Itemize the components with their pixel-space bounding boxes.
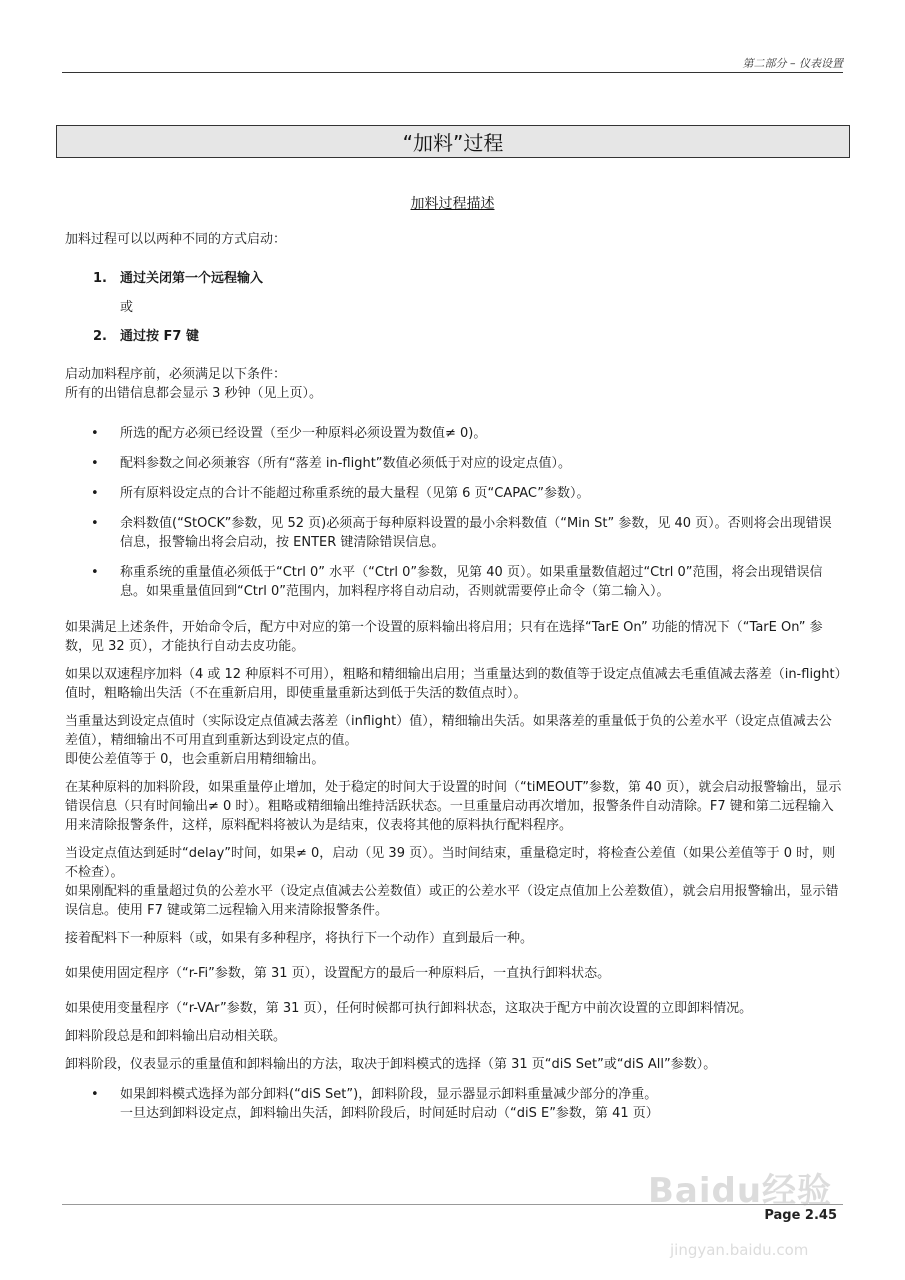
paragraph: 如果以双速程序加料（4 或 12 种原料不可用），粗略和精细输出启用；当重量达到的数值等于设定点值减去毛重值减去落差（in-flight）值时，粗略输出失活（不在重新启用，即使重量重新达到低于失活的数值点时）。 — [65, 667, 842, 701]
watermark-brand: Baidu经验 — [648, 1171, 833, 1211]
intro-text: 加料过程可以以两种不同的方式启动： — [65, 232, 287, 247]
step-text: 通过关闭第一个远程输入 — [120, 271, 264, 286]
paragraph: 在某种原料的加料阶段，如果重量停止增加，处于稳定的时间大于设置的时间（“tiMEOUT”参数，第 40 页），就会启动报警输出，显示错误信息（只有时间输出≠ 0 时）。粗略或精细输出维持活跃状态。一旦重量启动再次增加，报警条件自动清除。F7 键和第二远程输入用来清除报警条件，这样，原料配料将被认为是结束，仪表将其他的原料执行配料程序。 — [65, 780, 842, 833]
paragraph: 卸料阶段总是和卸料输出启动相关联。 — [65, 1029, 287, 1044]
conditions-list — [65, 424, 843, 601]
paragraph: 卸料阶段，仪表显示的重量值和卸料输出的方法，取决于卸料模式的选择（第 31 页“diS Set”或“diS All”参数）。 — [65, 1057, 717, 1072]
section-title: “加料”过程 — [56, 125, 850, 158]
list-item: • 所有原料设定点的合计不能超过称重系统的最大量程（见第 6 页“CAPAC”参数）。 — [65, 484, 843, 503]
step-number: 2. — [93, 329, 107, 344]
paragraph: 如果使用变量程序（“r-VAr”参数，第 31 页），任何时候都可执行卸料状态，这取决于配方中前次设置的立即卸料情况。 — [65, 1001, 753, 1016]
list-item-line: 一旦达到卸料设定点，卸料输出失活，卸料阶段后，时间延时启动（“diS E”参数，第 41 页） — [120, 1106, 659, 1121]
list-item-line: 如果卸料模式选择为部分卸料(“diS Set”)，卸料阶段，显示器显示卸料重量减少部分的净重。 — [120, 1087, 658, 1102]
list-item: • 所选的配方必须已经设置（至少一种原料必须设置为数值≠ 0)。 — [65, 424, 843, 443]
running-header: 第二部分 – 仪表设置 — [742, 57, 843, 70]
list-item: • 配料参数之间必须兼容（所有“落差 in-flight”数值必须低于对应的设定点值）。 — [65, 454, 843, 473]
paragraph: 当设定点值达到延时“delay”时间，如果≠ 0，启动（见 39 页）。当时间结束，重量稳定时，将检查公差值（如果公差值等于 0 时，则不检查）。 如果刚配料的重量超过负的公差水平（设定点值减去公差数值）或正的公差水平（设定点值加上公差数值），就会启用报警输出，显示错误信息。使用 F7 键或第二远程输入用来清除报警条件。 — [65, 846, 839, 918]
step-text: 通过按 F7 键 — [120, 329, 199, 344]
list-item — [65, 1085, 843, 1123]
paragraph: 如果使用固定程序（“r-Fi”参数，第 31 页），设置配方的最后一种原料后，一直执行卸料状态。 — [65, 966, 611, 981]
document-body — [65, 230, 843, 1134]
list-item: • 余料数值(“StOCK”参数，见 52 页)必须高于每种原料设置的最小余料数值（“Min St” 参数，见 40 页）。否则将会出现错误信息，报警输出将会启动，按 ENTER 键清除错误信息。 — [65, 514, 843, 552]
conditions-intro-line: 所有的出错信息都会显示 3 秒钟（见上页）。 — [65, 386, 323, 401]
footer-rule — [62, 1204, 843, 1205]
header-rule — [62, 72, 843, 73]
list-item: • 称重系统的重量值必须低于“Ctrl 0” 水平（“Ctrl 0”参数，见第 40 页）。如果重量数值超过“Ctrl 0”范围，将会出现错误信息。如果重量值回到“Ctrl 0”范围内，加料程序将自动启动，否则就需要停止命令（第二输入）。 — [65, 563, 843, 601]
paragraph: 如果满足上述条件，开始命令后，配方中对应的第一个设置的原料输出将启用；只有在选择“TarE On” 功能的情况下（“TarE On” 参数，见 32 页），才能执行自动去皮功能。 — [65, 620, 823, 654]
page-number: Page 2.45 — [764, 1208, 837, 1223]
or-text: 或 — [120, 300, 134, 315]
paragraph: 接着配料下一种原料（或，如果有多种程序，将执行下一个动作）直到最后一种。 — [65, 931, 534, 946]
watermark-url: jingyan.baidu.com — [670, 1241, 809, 1259]
paragraph: 当重量达到设定点值时（实际设定点值减去落差（inflight）值），精细输出失活。如果落差的重量低于负的公差水平（设定点值减去公差值），精细输出不可用直到重新达到设定点的值。 即使公差值等于 0，也会重新启用精细输出。 — [65, 714, 832, 767]
subsection-title: 加料过程描述 — [410, 196, 495, 212]
step-number: 1. — [93, 271, 107, 286]
step-1 — [93, 269, 843, 288]
step-2 — [93, 327, 843, 346]
conditions-intro-line: 启动加料程序前，必须满足以下条件： — [65, 367, 287, 382]
discharge-list — [65, 1085, 843, 1123]
